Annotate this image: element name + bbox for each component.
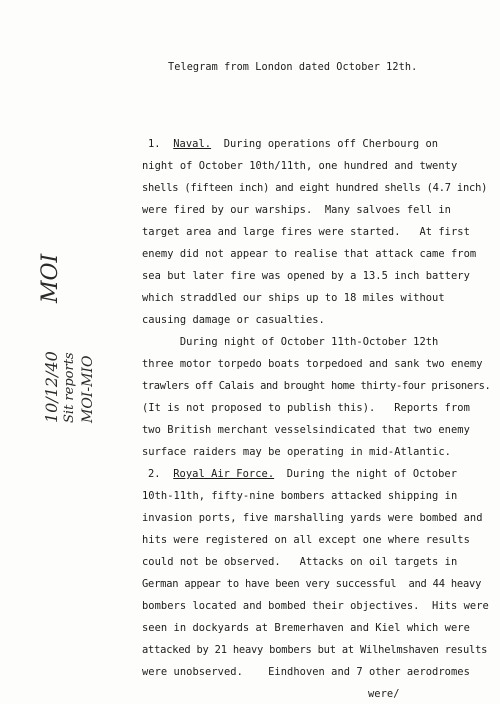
margin-note-moi: MOI xyxy=(38,253,63,303)
document-line: attacked by 21 heavy bombers but at Wilhelmshaven results xyxy=(142,644,488,656)
document-line: shells (fifteen inch) and eight hundred shells (4.7 inch) xyxy=(142,182,488,194)
document-line: trawlers off Calais and brought home thirty-four prisoners. xyxy=(142,380,491,392)
document-line: could not be observed. Attacks on oil targets in xyxy=(142,556,458,568)
document-line: night of October 10th/11th, one hundred and twenty xyxy=(142,160,458,172)
document-line: two British merchant vesselsindicated that two enemy xyxy=(142,424,470,436)
handwritten-margin-notes xyxy=(38,255,128,425)
document-line: three motor torpedo boats torpedoed and sank two enemy xyxy=(142,358,483,370)
document-line: During night of October 11th-October 12th xyxy=(142,336,439,348)
section-heading-underlined: Royal Air Force. xyxy=(173,468,275,480)
document-line: bombers located and bombed their objectives. Hits were xyxy=(142,600,489,612)
document-line: which straddled our ships up to 18 miles without xyxy=(142,292,445,304)
document-line: 1. Naval. During operations off Cherbourg on xyxy=(148,138,439,150)
margin-note-moi-mio: MOI-MIO xyxy=(80,355,96,423)
document-line: invasion ports, five marshalling yards were bombed and xyxy=(142,512,483,524)
document-line: sea but later fire was opened by a 13.5 inch battery xyxy=(142,270,470,282)
document-line: seen in dockyards at Bremerhaven and Kiel which were xyxy=(142,622,470,634)
document-line: German appear to have been very successful and 44 heavy xyxy=(142,578,482,590)
document-line: enemy did not appear to realise that attack came from xyxy=(142,248,477,260)
document-line: causing damage or casualties. xyxy=(142,314,325,326)
section-heading-underlined: Naval. xyxy=(173,138,212,150)
document-line: 2. Royal Air Force. During the night of October xyxy=(148,468,458,480)
document-line: surface raiders may be operating in mid-Atlantic. xyxy=(142,446,451,458)
document-line: were fired by our warships. Many salvoes fell in xyxy=(142,204,451,216)
document-heading: Telegram from London dated October 12th. xyxy=(168,62,418,73)
document-line: 10th-11th, fifty-nine bombers attacked shipping in xyxy=(142,490,458,502)
document-line: were/ xyxy=(368,688,400,700)
document-line: (It is not proposed to publish this). Reports from xyxy=(142,402,470,414)
document-line: target area and large fires were started. At first xyxy=(142,226,470,238)
margin-note-sit-reports: Sit reports xyxy=(62,352,77,423)
document-line: were unobserved. Eindhoven and 7 other aerodromes xyxy=(142,666,470,678)
margin-note-date: 10/12/40 xyxy=(42,351,61,423)
document-line: hits were registered on all except one where results xyxy=(142,534,470,546)
